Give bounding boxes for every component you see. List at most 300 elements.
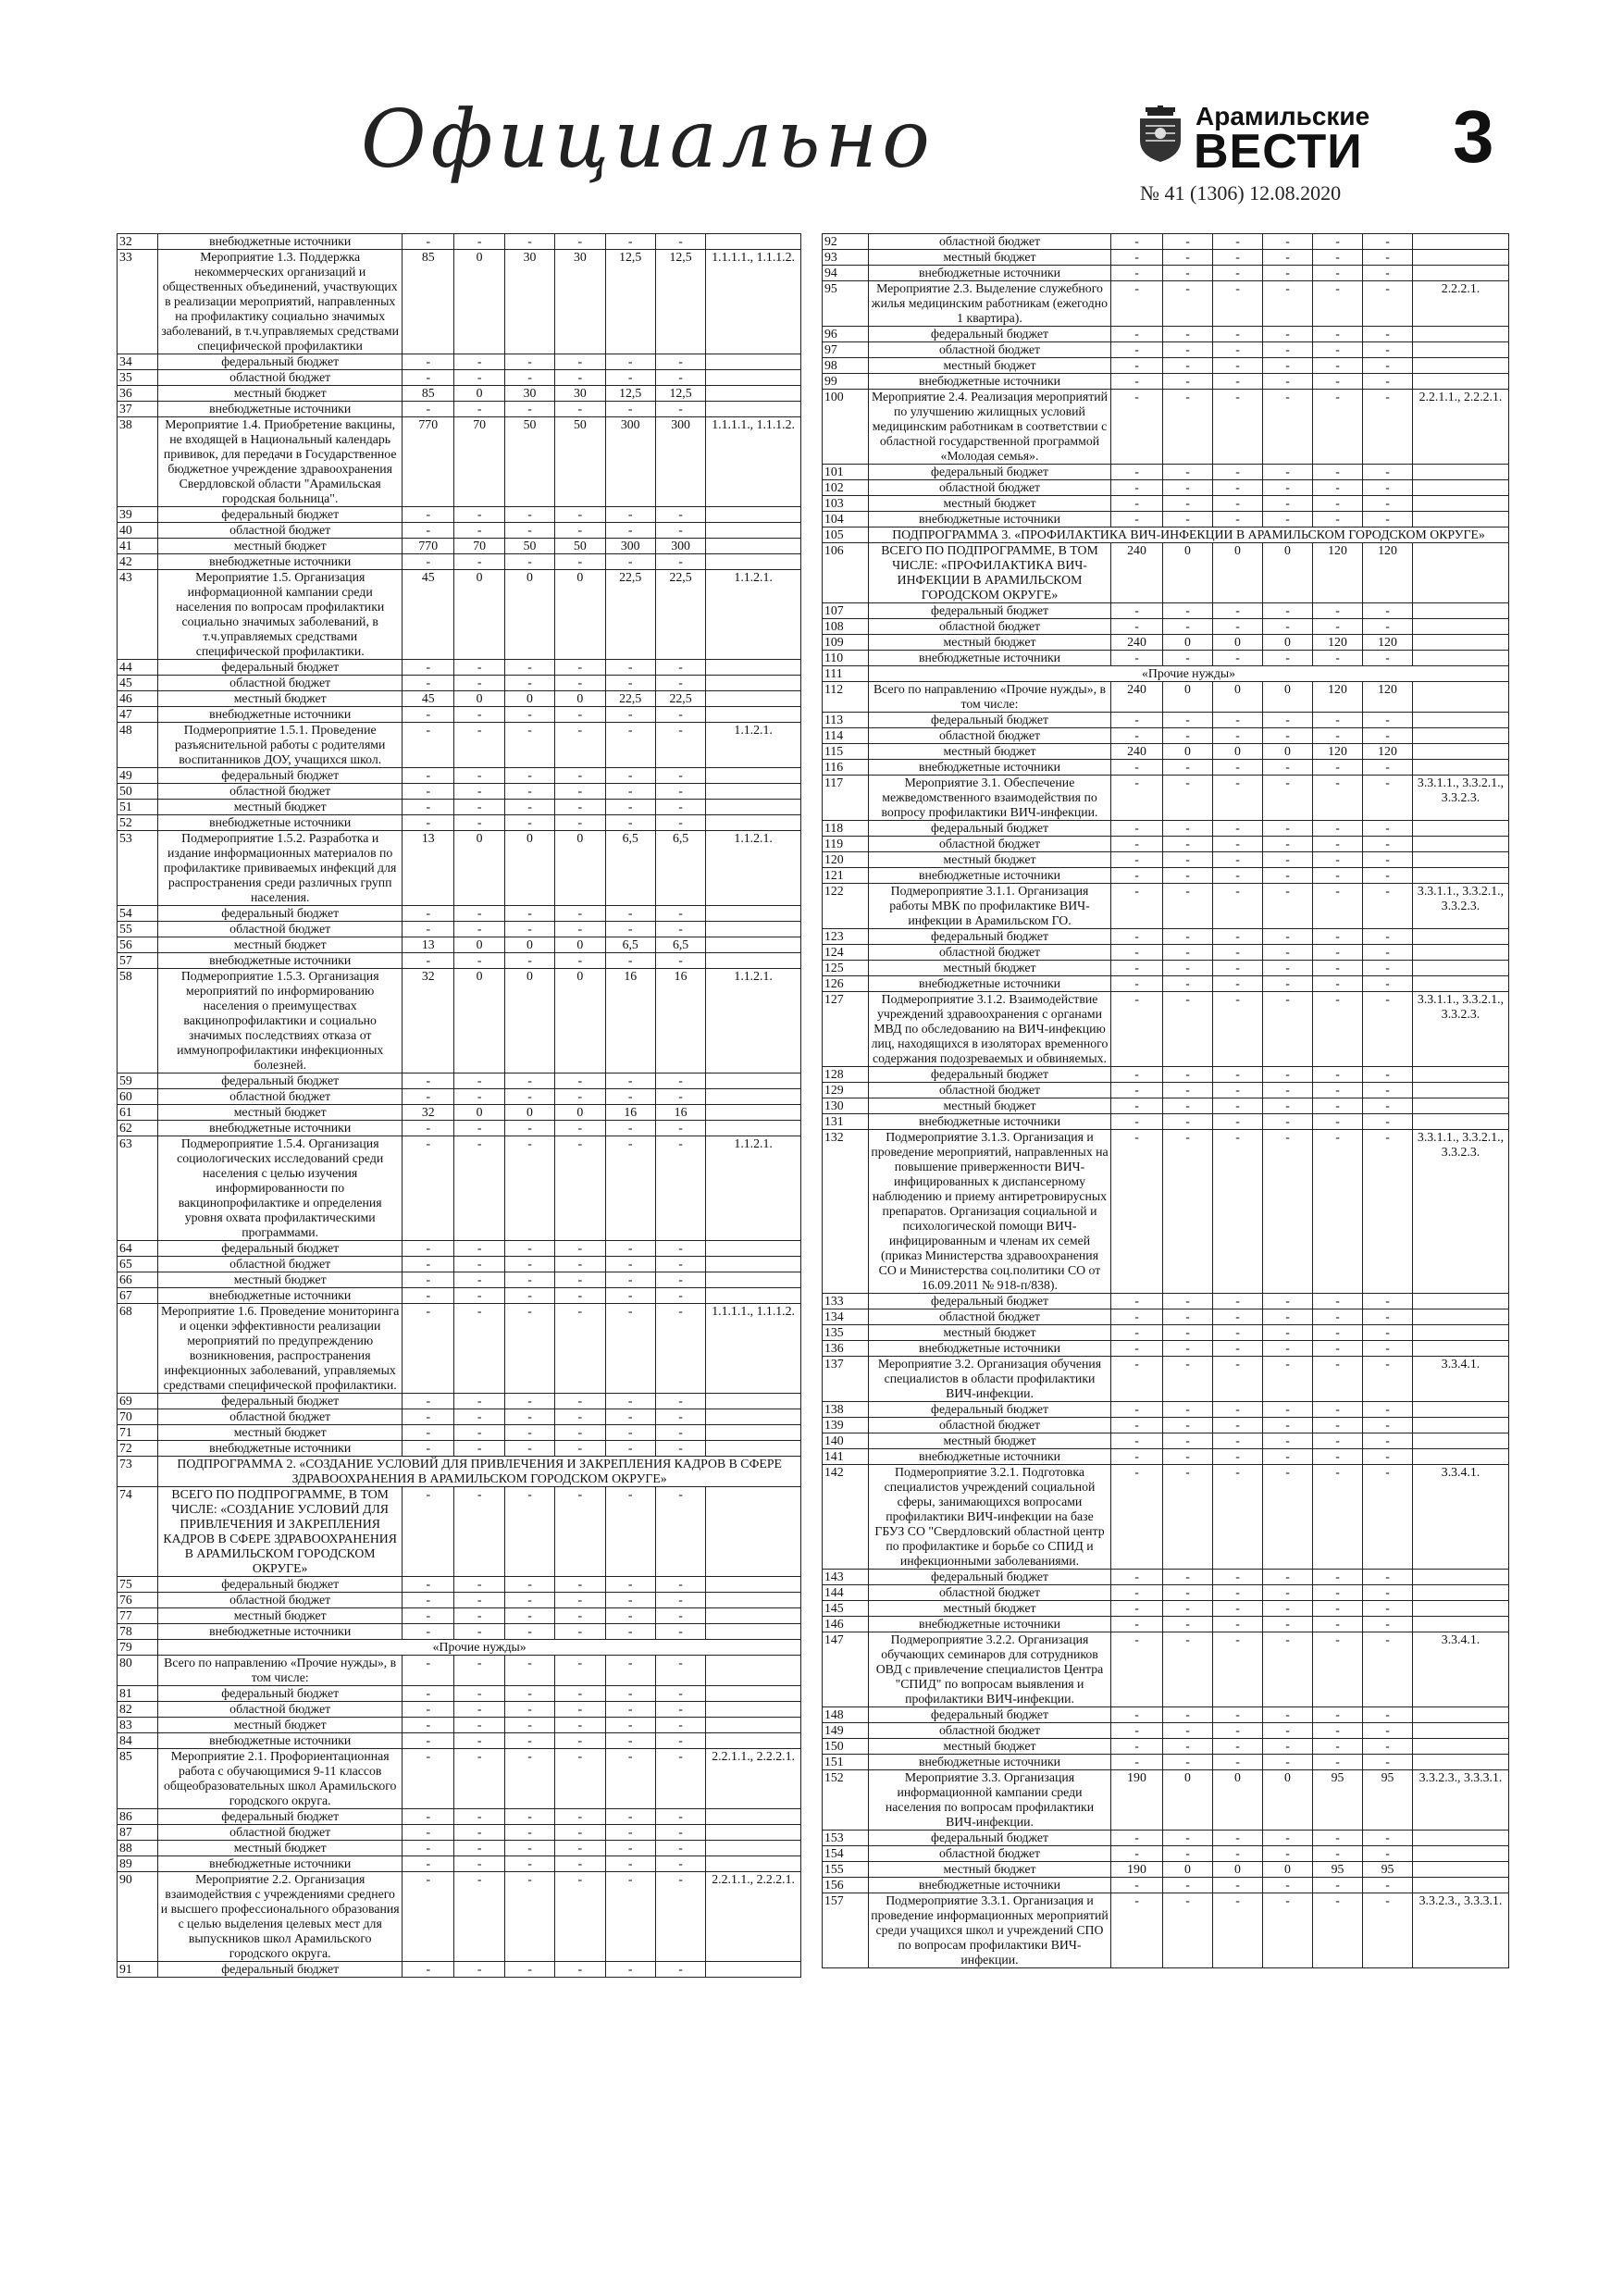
amount-cell: -: [555, 1686, 605, 1702]
row-number: 100: [823, 390, 869, 465]
amount-cell: 13: [403, 831, 454, 906]
amount-cell: -: [1263, 250, 1313, 266]
target-codes: [706, 370, 801, 386]
amount-cell: -: [1263, 776, 1313, 821]
amount-cell: -: [1163, 480, 1213, 496]
target-codes: [1413, 1739, 1509, 1755]
amount-cell: -: [655, 234, 705, 250]
target-codes: [1413, 358, 1509, 374]
target-codes: [1413, 1570, 1509, 1585]
amount-cell: 0: [1263, 1862, 1313, 1878]
row-name: Мероприятие 1.5. Организация информационной кампании среди населения по вопросам профилактики социально значимых заболеваний, в т.ч.управляемых средствами специфической профилактики.: [158, 570, 403, 660]
amount-cell: -: [1363, 358, 1413, 374]
amount-cell: -: [605, 707, 655, 723]
target-codes: [1413, 1878, 1509, 1893]
target-codes: 1.1.2.1.: [706, 969, 801, 1074]
amount-cell: -: [555, 707, 605, 723]
row-name: местный бюджет: [869, 250, 1111, 266]
row-number: 132: [823, 1130, 869, 1294]
target-codes: [1413, 1098, 1509, 1114]
amount-cell: -: [454, 1304, 504, 1394]
table-row: [823, 1601, 1509, 1617]
amount-cell: -: [1163, 1067, 1213, 1083]
amount-cell: -: [1263, 603, 1313, 619]
amount-cell: 300: [605, 417, 655, 507]
row-name: Подмероприятие 1.5.1. Проведение разъяснительной работы с родителями воспитанников ДОУ, учащихся школ.: [158, 723, 403, 768]
section-title-cell: ПОДПРОГРАММА 2. «СОЗДАНИЕ УСЛОВИЙ ДЛЯ ПРИВЛЕЧЕНИЯ И ЗАКРЕПЛЕНИЯ КАДРОВ В СФЕРЕ ЗДРАВООХРАНЕНИЯ В АРАМИЛЬСКОМ ГОРОДСКОМ ОКРУГЕ»: [158, 1457, 801, 1487]
amount-cell: -: [504, 707, 554, 723]
amount-cell: -: [403, 1425, 454, 1441]
amount-cell: -: [655, 1702, 705, 1718]
target-codes: [1413, 1723, 1509, 1739]
target-codes: 3.3.1.1., 3.3.2.1., 3.3.2.3.: [1413, 992, 1509, 1067]
row-number: 93: [823, 250, 869, 266]
row-number: 96: [823, 327, 869, 342]
amount-cell: 0: [1263, 682, 1313, 713]
amount-cell: -: [555, 1487, 605, 1577]
amount-cell: -: [454, 707, 504, 723]
amount-cell: -: [1313, 1831, 1363, 1846]
amount-cell: -: [605, 1441, 655, 1457]
table-row: [118, 1136, 801, 1241]
row-name: Подмероприятие 3.2.1. Подготовка специалистов учреждений социальной сферы, занимающихся вопросами профилактики ВИЧ-инфекции на базе ГБУЗ СО "Свердловский областной центр по профилактике и борьбе со СПИД и инфекционными заболеваниями.: [869, 1465, 1111, 1570]
amount-cell: -: [1313, 1739, 1363, 1755]
row-name: Подмероприятие 1.5.3. Организация мероприятий по информированию населения о преимуществах вакцинопрофилактики и социально значимых последствиях отказа от иммунопрофилактики инфекционных болезней.: [158, 969, 403, 1074]
amount-cell: -: [454, 768, 504, 784]
amount-cell: -: [1111, 1831, 1163, 1846]
row-number: 129: [823, 1083, 869, 1098]
amount-cell: -: [454, 1487, 504, 1577]
table-row: [118, 1304, 801, 1394]
amount-cell: -: [403, 1288, 454, 1304]
amount-cell: -: [1213, 234, 1263, 250]
table-row: [823, 1114, 1509, 1130]
row-name: областной бюджет: [158, 676, 403, 691]
amount-cell: -: [1313, 1465, 1363, 1570]
table-row: [823, 234, 1509, 250]
table-row: [823, 929, 1509, 945]
row-name: местный бюджет: [869, 635, 1111, 651]
amount-cell: -: [605, 1856, 655, 1872]
target-codes: [1413, 543, 1509, 603]
amount-cell: -: [1213, 496, 1263, 512]
amount-cell: -: [655, 1394, 705, 1409]
amount-cell: -: [1111, 1418, 1163, 1433]
row-number: 75: [118, 1577, 158, 1593]
amount-cell: -: [1363, 1130, 1413, 1294]
amount-cell: -: [1313, 1294, 1363, 1309]
amount-cell: -: [1111, 884, 1163, 929]
target-codes: [1413, 512, 1509, 527]
amount-cell: 95: [1313, 1770, 1363, 1831]
amount-cell: -: [1263, 1294, 1313, 1309]
amount-cell: -: [1263, 1341, 1313, 1357]
row-name: федеральный бюджет: [869, 603, 1111, 619]
table-row: [823, 821, 1509, 837]
target-codes: [706, 1074, 801, 1089]
table-row: [823, 884, 1509, 929]
row-number: 36: [118, 386, 158, 402]
left-column: [117, 233, 801, 1978]
amount-cell: -: [605, 922, 655, 937]
amount-cell: -: [1363, 1831, 1413, 1846]
amount-cell: -: [403, 1856, 454, 1872]
amount-cell: -: [555, 1608, 605, 1624]
amount-cell: -: [403, 723, 454, 768]
amount-cell: -: [1213, 619, 1263, 635]
amount-cell: -: [1313, 358, 1363, 374]
amount-cell: 300: [655, 417, 705, 507]
amount-cell: -: [1213, 358, 1263, 374]
target-codes: [706, 1089, 801, 1105]
amount-cell: -: [555, 1121, 605, 1136]
row-name: местный бюджет: [158, 1841, 403, 1856]
amount-cell: 30: [555, 250, 605, 354]
amount-cell: -: [1363, 852, 1413, 868]
amount-cell: -: [605, 660, 655, 676]
row-name: местный бюджет: [869, 1098, 1111, 1114]
amount-cell: 95: [1313, 1862, 1363, 1878]
amount-cell: -: [655, 1608, 705, 1624]
target-codes: [1413, 603, 1509, 619]
amount-cell: -: [1111, 821, 1163, 837]
amount-cell: -: [403, 800, 454, 815]
amount-cell: -: [1263, 1098, 1313, 1114]
target-codes: 1.1.2.1.: [706, 831, 801, 906]
row-name: местный бюджет: [158, 1608, 403, 1624]
amount-cell: -: [454, 507, 504, 523]
amount-cell: -: [1163, 837, 1213, 852]
amount-cell: -: [1313, 1617, 1363, 1632]
amount-cell: -: [555, 1304, 605, 1394]
row-name: областной бюджет: [869, 837, 1111, 852]
row-number: 154: [823, 1846, 869, 1862]
amount-cell: -: [655, 1487, 705, 1577]
amount-cell: -: [1363, 868, 1413, 884]
amount-cell: -: [1111, 1601, 1163, 1617]
row-number: 49: [118, 768, 158, 784]
amount-cell: -: [555, 507, 605, 523]
amount-cell: -: [1263, 342, 1313, 358]
amount-cell: -: [1213, 374, 1263, 390]
amount-cell: -: [504, 660, 554, 676]
amount-cell: 0: [504, 570, 554, 660]
row-name: Мероприятие 3.3. Организация информационной кампании среди населения по вопросам профилактики ВИЧ-инфекции.: [869, 1770, 1111, 1831]
row-number: 137: [823, 1357, 869, 1402]
amount-cell: -: [1213, 266, 1263, 281]
table-row: [118, 1272, 801, 1288]
amount-cell: -: [1213, 1585, 1263, 1601]
row-name: федеральный бюджет: [869, 1707, 1111, 1723]
table-row: [823, 1465, 1509, 1570]
target-codes: 3.3.1.1., 3.3.2.1., 3.3.2.3.: [1413, 1130, 1509, 1294]
amount-cell: -: [1163, 1570, 1213, 1585]
amount-cell: -: [655, 922, 705, 937]
row-name: федеральный бюджет: [869, 713, 1111, 728]
row-number: 91: [118, 1962, 158, 1978]
amount-cell: -: [655, 815, 705, 831]
amount-cell: -: [1213, 961, 1263, 976]
amount-cell: 0: [454, 831, 504, 906]
table-row: [823, 713, 1509, 728]
table-row: [823, 776, 1509, 821]
amount-cell: -: [1263, 760, 1313, 776]
target-codes: [1413, 945, 1509, 961]
table-row: [823, 1083, 1509, 1098]
row-name: Мероприятие 2.4. Реализация мероприятий по улучшению жилищных условий медицинским работникам в соответствии с областной государственной программой «Молодая семья».: [869, 390, 1111, 465]
amount-cell: 6,5: [655, 831, 705, 906]
amount-cell: -: [1213, 1130, 1263, 1294]
row-number: 120: [823, 852, 869, 868]
amount-cell: -: [555, 1089, 605, 1105]
row-name: федеральный бюджет: [158, 660, 403, 676]
target-codes: [706, 676, 801, 691]
amount-cell: -: [1163, 1357, 1213, 1402]
amount-cell: -: [555, 660, 605, 676]
row-name: Всего по направлению «Прочие нужды», в том числе:: [869, 682, 1111, 713]
table-row: [823, 635, 1509, 651]
amount-cell: -: [504, 906, 554, 922]
amount-cell: -: [655, 1872, 705, 1962]
amount-cell: -: [454, 815, 504, 831]
amount-cell: -: [403, 1733, 454, 1749]
table-row: [118, 1241, 801, 1257]
table-row: [823, 512, 1509, 527]
target-codes: [706, 1577, 801, 1593]
amount-cell: -: [1213, 1098, 1263, 1114]
target-codes: 3.3.4.1.: [1413, 1465, 1509, 1570]
amount-cell: -: [605, 1409, 655, 1425]
amount-cell: -: [504, 1089, 554, 1105]
amount-cell: -: [1111, 651, 1163, 666]
amount-cell: -: [1363, 1755, 1413, 1770]
row-name: федеральный бюджет: [158, 906, 403, 922]
table-row: [118, 1257, 801, 1272]
target-codes: [706, 784, 801, 800]
amount-cell: -: [555, 800, 605, 815]
table-row: [118, 1441, 801, 1457]
amount-cell: -: [1263, 480, 1313, 496]
row-number: 59: [118, 1074, 158, 1089]
target-codes: [706, 554, 801, 570]
amount-cell: 45: [403, 570, 454, 660]
amount-cell: -: [605, 1733, 655, 1749]
table-row: [118, 969, 801, 1074]
amount-cell: -: [1263, 1130, 1313, 1294]
row-number: 46: [118, 691, 158, 707]
target-codes: [1413, 1755, 1509, 1770]
section-header-row: [823, 527, 1509, 543]
row-name: областной бюджет: [158, 922, 403, 937]
row-number: 111: [823, 666, 869, 682]
amount-cell: -: [1213, 1739, 1263, 1755]
amount-cell: 0: [1263, 1770, 1313, 1831]
target-codes: [1413, 1067, 1509, 1083]
amount-cell: -: [1263, 266, 1313, 281]
row-number: 41: [118, 539, 158, 554]
amount-cell: -: [1213, 480, 1263, 496]
target-codes: [1413, 1309, 1509, 1325]
amount-cell: -: [504, 1809, 554, 1825]
target-codes: 2.2.1.1., 2.2.2.1.: [706, 1872, 801, 1962]
amount-cell: -: [504, 370, 554, 386]
amount-cell: -: [555, 1841, 605, 1856]
amount-cell: -: [1313, 1309, 1363, 1325]
amount-cell: -: [605, 906, 655, 922]
target-codes: 1.1.1.1., 1.1.1.2.: [706, 250, 801, 354]
target-codes: [1413, 250, 1509, 266]
amount-cell: -: [1213, 1067, 1263, 1083]
amount-cell: -: [1213, 837, 1263, 852]
amount-cell: -: [605, 1074, 655, 1089]
amount-cell: -: [1213, 1831, 1263, 1846]
row-number: 125: [823, 961, 869, 976]
row-number: 85: [118, 1749, 158, 1809]
amount-cell: -: [1363, 713, 1413, 728]
amount-cell: -: [1213, 821, 1263, 837]
table-row: [118, 1825, 801, 1841]
row-name: Подмероприятие 1.5.2. Разработка и издание информационных материалов по профилактике прививаемых инфекций для распространения среди различных групп населения.: [158, 831, 403, 906]
row-name: местный бюджет: [869, 1433, 1111, 1449]
row-name: областной бюджет: [869, 342, 1111, 358]
row-number: 86: [118, 1809, 158, 1825]
amount-cell: 32: [403, 969, 454, 1074]
amount-cell: -: [1213, 1325, 1263, 1341]
amount-cell: -: [1163, 1114, 1213, 1130]
amount-cell: -: [1363, 512, 1413, 527]
amount-cell: 120: [1313, 543, 1363, 603]
amount-cell: -: [1363, 603, 1413, 619]
amount-cell: -: [555, 1593, 605, 1608]
table-row: [118, 676, 801, 691]
table-row: [823, 651, 1509, 666]
amount-cell: -: [555, 354, 605, 370]
row-number: 67: [118, 1288, 158, 1304]
amount-cell: -: [454, 1441, 504, 1457]
table-row: [823, 1739, 1509, 1755]
amount-cell: -: [555, 953, 605, 969]
amount-cell: -: [1263, 619, 1313, 635]
row-name: Всего по направлению «Прочие нужды», в том числе:: [158, 1656, 403, 1686]
amount-cell: -: [605, 523, 655, 539]
amount-cell: -: [1163, 374, 1213, 390]
amount-cell: -: [1163, 1601, 1213, 1617]
amount-cell: -: [454, 1733, 504, 1749]
amount-cell: -: [403, 1686, 454, 1702]
amount-cell: -: [1111, 1617, 1163, 1632]
amount-cell: 770: [403, 417, 454, 507]
row-number: 105: [823, 527, 869, 543]
row-number: 50: [118, 784, 158, 800]
amount-cell: -: [1163, 1739, 1213, 1755]
amount-cell: -: [1163, 651, 1213, 666]
amount-cell: 70: [454, 539, 504, 554]
target-codes: [706, 768, 801, 784]
row-name: ВСЕГО ПО ПОДПРОГРАММЕ, В ТОМ ЧИСЛЕ: «СОЗДАНИЕ УСЛОВИЙ ДЛЯ ПРИВЛЕЧЕНИЯ И ЗАКРЕПЛЕНИЯ КАДРОВ В СФЕРЕ ЗДРАВООХРАНЕНИЯ В АРАМИЛЬСКОМ ГОРОДСКОМ ОКРУГЕ»: [158, 1487, 403, 1577]
amount-cell: -: [454, 1241, 504, 1257]
amount-cell: -: [1263, 1617, 1313, 1632]
target-codes: [706, 1841, 801, 1856]
row-name: внебюджетные источники: [869, 1341, 1111, 1357]
row-number: 112: [823, 682, 869, 713]
amount-cell: -: [1363, 945, 1413, 961]
amount-cell: 85: [403, 250, 454, 354]
row-name: ВСЕГО ПО ПОДПРОГРАММЕ, В ТОМ ЧИСЛЕ: «ПРОФИЛАКТИКА ВИЧ-ИНФЕКЦИИ В АРАМИЛЬСКОМ ГОРОДСКОМ ОКРУГЕ»: [869, 543, 1111, 603]
amount-cell: -: [1263, 1739, 1313, 1755]
amount-cell: -: [1313, 837, 1363, 852]
row-name: местный бюджет: [869, 744, 1111, 760]
amount-cell: -: [1111, 837, 1163, 852]
row-name: внебюджетные источники: [869, 1449, 1111, 1465]
table-row: [118, 906, 801, 922]
amount-cell: -: [1263, 868, 1313, 884]
amount-cell: 16: [655, 969, 705, 1074]
row-name: местный бюджет: [158, 539, 403, 554]
table-row: [823, 682, 1509, 713]
row-number: 40: [118, 523, 158, 539]
amount-cell: -: [1363, 976, 1413, 992]
amount-cell: -: [655, 660, 705, 676]
row-name: местный бюджет: [869, 1739, 1111, 1755]
amount-cell: 0: [555, 1105, 605, 1121]
target-codes: [1413, 327, 1509, 342]
amount-cell: -: [1363, 1433, 1413, 1449]
amount-cell: -: [1111, 374, 1163, 390]
target-codes: [706, 1593, 801, 1608]
row-number: 149: [823, 1723, 869, 1739]
amount-cell: -: [403, 1272, 454, 1288]
amount-cell: -: [1263, 929, 1313, 945]
amount-cell: -: [403, 676, 454, 691]
amount-cell: -: [1213, 992, 1263, 1067]
amount-cell: -: [1313, 1325, 1363, 1341]
amount-cell: -: [1263, 1449, 1313, 1465]
amount-cell: -: [1163, 884, 1213, 929]
table-row: [118, 554, 801, 570]
amount-cell: -: [1363, 884, 1413, 929]
amount-cell: -: [1263, 1418, 1313, 1433]
amount-cell: -: [605, 1089, 655, 1105]
amount-cell: 22,5: [605, 691, 655, 707]
amount-cell: -: [1313, 281, 1363, 327]
amount-cell: -: [605, 1304, 655, 1394]
amount-cell: -: [454, 723, 504, 768]
amount-cell: 300: [605, 539, 655, 554]
row-name: Мероприятие 3.1. Обеспечение межведомственного взаимодействия по вопросу профилактики ВИЧ-инфекции.: [869, 776, 1111, 821]
newspaper-logo[interactable]: [1136, 100, 1370, 179]
row-name: внебюджетные источники: [869, 266, 1111, 281]
amount-cell: -: [1213, 713, 1263, 728]
target-codes: [706, 354, 801, 370]
amount-cell: -: [1363, 1878, 1413, 1893]
table-row: [823, 1723, 1509, 1739]
amount-cell: -: [1213, 342, 1263, 358]
amount-cell: -: [1213, 1878, 1263, 1893]
table-row: [823, 465, 1509, 480]
amount-cell: -: [1313, 1846, 1363, 1862]
amount-cell: -: [1363, 728, 1413, 744]
row-number: 119: [823, 837, 869, 852]
amount-cell: -: [1313, 1114, 1363, 1130]
amount-cell: 6,5: [605, 937, 655, 953]
amount-cell: -: [1363, 1632, 1413, 1707]
amount-cell: -: [1111, 619, 1163, 635]
target-codes: [706, 922, 801, 937]
table-row: [118, 1487, 801, 1577]
amount-cell: -: [1363, 1449, 1413, 1465]
amount-cell: -: [555, 1425, 605, 1441]
row-number: 81: [118, 1686, 158, 1702]
